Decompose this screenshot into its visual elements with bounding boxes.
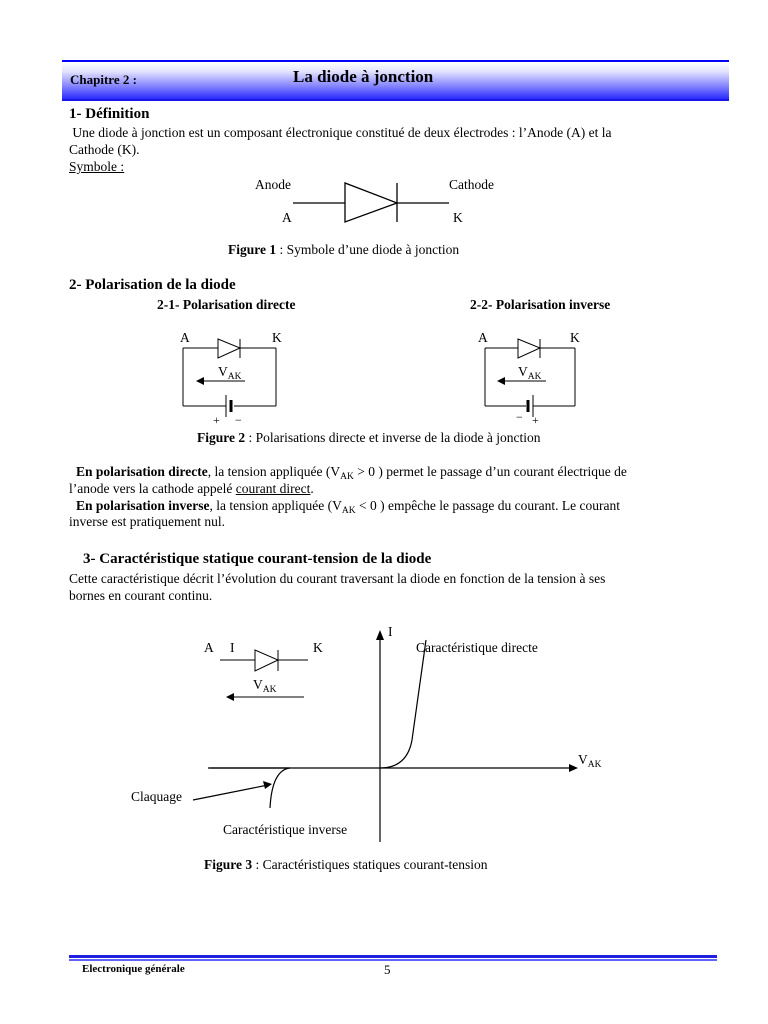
directe-a-label: A bbox=[180, 330, 190, 345]
fig3-vak-label: $V_{AK}$ bbox=[253, 677, 277, 695]
section-1-heading: 1- Définition bbox=[69, 106, 150, 122]
directe-plus: + bbox=[213, 413, 220, 427]
inverse-vak-label: $V_{AK}$ bbox=[518, 364, 542, 382]
anode-letter: A bbox=[282, 210, 292, 225]
inverse-plus: + bbox=[532, 413, 539, 427]
diode-symbol-figure-1 bbox=[293, 183, 449, 222]
section-3-line-2: bornes en courant continu. bbox=[69, 588, 213, 603]
definition-line-2: Cathode (K). bbox=[69, 142, 140, 157]
polarisation-inverse-para-line-2: inverse est pratiquement nul. bbox=[69, 514, 225, 529]
polarisation-directe-para-line-2: l’anode vers la cathode appelé courant direct. bbox=[69, 481, 314, 496]
iv-chart bbox=[193, 638, 572, 842]
directe-vak-label: $V_{AK}$ bbox=[218, 364, 242, 382]
cathode-label: Cathode bbox=[449, 177, 494, 192]
polarisation-inverse-para-line-1: En polarisation inverse, la tension appliquée ($V_{AK} < 0$ ) empêche le passage du courant. Le courant bbox=[76, 498, 620, 516]
axis-i-arrow bbox=[376, 630, 384, 640]
footer-course-name: Electronique générale bbox=[82, 963, 185, 975]
arrow-vak-figure-3 bbox=[226, 693, 234, 701]
fig3-a-label: A bbox=[204, 640, 214, 655]
footer-rule bbox=[69, 955, 717, 958]
polarisation-directe-para-line-1: En polarisation directe, la tension appliquée ($V_{AK} > 0$ ) permet le passage d’un courant électrique de bbox=[76, 464, 627, 482]
axis-vak-label: $V_{AK}$ bbox=[578, 752, 602, 770]
axis-i-label: I bbox=[388, 624, 393, 639]
figure-3-caption: Figure 3 : Caractéristiques statiques courant-tension bbox=[204, 857, 488, 872]
fig3-k-label: K bbox=[313, 640, 323, 655]
page-number: 5 bbox=[384, 962, 391, 977]
section-3-line-1: Cette caractéristique décrit l’évolution du courant traversant la diode en fonction de la tension à ses bbox=[69, 571, 606, 586]
chapter-label: Chapitre 2 : bbox=[70, 72, 137, 87]
figure-1-caption: Figure 1 : Symbole d’une diode à jonction bbox=[228, 242, 460, 257]
figure-2-caption: Figure 2 : Polarisations directe et inverse de la diode à jonction bbox=[197, 430, 541, 445]
sub-heading-inverse: 2-2- Polarisation inverse bbox=[470, 297, 611, 312]
inverse-a-label: A bbox=[478, 330, 488, 345]
cathode-letter: K bbox=[453, 210, 463, 225]
inverse-k-label: K bbox=[570, 330, 580, 345]
footer-rule-secondary bbox=[69, 959, 717, 961]
arrow-vak-inverse bbox=[497, 377, 505, 385]
section-3-heading: 3- Caractéristique statique courant-tension de la diode bbox=[83, 551, 432, 567]
claquage-label: Claquage bbox=[131, 789, 182, 804]
arrow-vak-direct bbox=[196, 377, 204, 385]
section-2-heading: 2- Polarisation de la diode bbox=[69, 277, 236, 293]
caracteristique-directe-label: Caractéristique directe bbox=[416, 640, 538, 655]
definition-line-1: Une diode à jonction est un composant électronique constitué de deux électrodes : l’Anode (A) et la bbox=[69, 125, 612, 140]
caracteristique-inverse-label: Caractéristique inverse bbox=[223, 822, 348, 837]
fig3-i-label: I bbox=[230, 640, 235, 655]
page-title: La diode à jonction bbox=[293, 67, 434, 86]
sub-heading-directe: 2-1- Polarisation directe bbox=[157, 297, 296, 312]
axis-v-arrow bbox=[569, 764, 578, 772]
directe-k-label: K bbox=[272, 330, 282, 345]
symbole-label: Symbole : bbox=[69, 159, 125, 174]
directe-minus: − bbox=[235, 413, 242, 427]
claquage-arrow bbox=[263, 781, 272, 789]
inverse-minus: − bbox=[516, 410, 523, 424]
anode-label: Anode bbox=[255, 177, 291, 192]
